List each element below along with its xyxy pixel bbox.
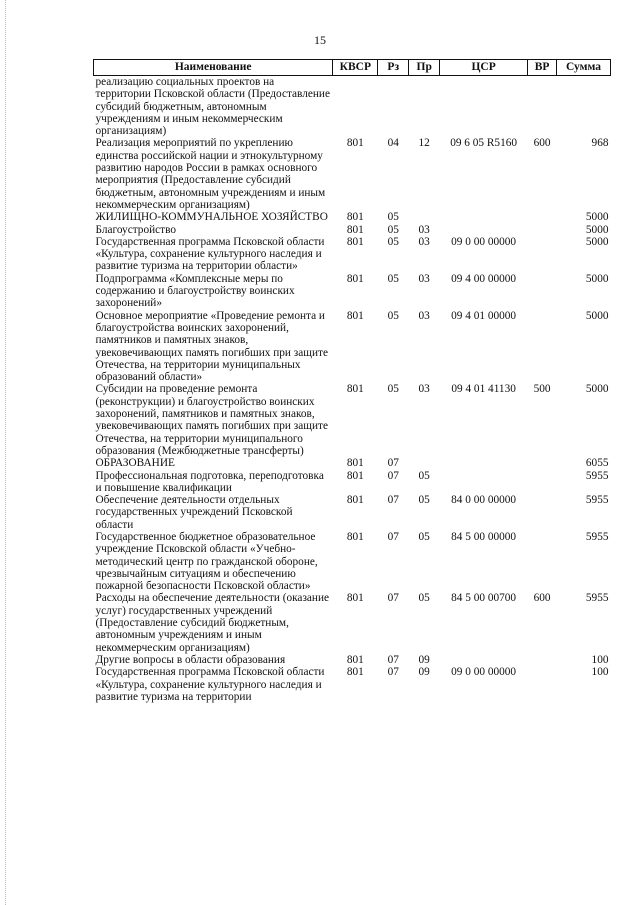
cell-rz: 07 [387,666,399,679]
cell-kvsr: 801 [346,235,364,248]
cell-vr [528,666,557,703]
cell-vr: 600 [533,592,551,605]
cell-rz [378,76,409,138]
cell-csr: 84 5 00 00700 [451,592,517,605]
cell-vr [528,531,557,592]
cell-rz: 05 [387,272,399,285]
cell-csr: 84 0 00 00000 [451,494,517,507]
cell-vr [528,470,557,495]
cell-csr: 09 0 00 00000 [451,235,517,248]
cell-rz: 05 [387,211,399,224]
page-number: 15 [314,33,326,47]
header-kvsr: КВСР [333,60,378,76]
cell-sum: 5955 [585,530,609,543]
cell-name: Государственное бюджетное образовательное учреждение Псковской области «Учебно-методический центр по гражданской обороне, чрезвычайным ситуациям и обеспечению пожарной безопасности Псковской области» [95,530,318,593]
cell-csr [440,457,528,469]
table-row [94,457,611,469]
cell-vr: 500 [533,383,551,396]
cell-sum: 968 [591,137,609,150]
cell-vr [528,654,557,666]
cell-pr [409,211,440,223]
header-vr: ВР [528,60,557,76]
cell-name: Государственная программа Псковской области «Культура, сохранение культурного наследия и развитие туризма на территории области» [95,235,325,273]
cell-pr: 03 [418,309,430,322]
cell-kvsr: 801 [346,494,364,507]
cell-vr [528,494,557,531]
cell-sum: 5955 [585,469,609,482]
cell-sum [557,76,611,138]
cell-rz: 07 [387,592,399,605]
cell-kvsr: 801 [346,666,364,679]
header-csr: ЦСР [440,60,528,76]
table-row [94,470,611,495]
cell-kvsr [333,76,378,138]
cell-name: ЖИЛИЩНО-КОММУНАЛЬНОЕ ХОЗЯЙСТВО [95,211,328,224]
cell-pr [409,457,440,469]
cell-sum: 5955 [585,592,609,605]
cell-rz: 07 [387,457,399,470]
cell-rz: 07 [387,494,399,507]
cell-csr [440,224,528,236]
cell-sum: 5000 [585,235,609,248]
cell-csr: 09 4 01 41130 [451,383,516,396]
table-row [94,383,611,457]
cell-rz: 07 [387,530,399,543]
table-row [94,236,611,273]
cell-kvsr: 801 [346,137,364,150]
cell-sum: 6055 [585,457,609,470]
scan-margin-line [5,0,6,905]
cell-sum: 5000 [585,383,609,396]
table-row [94,211,611,223]
cell-pr [409,76,440,138]
cell-vr [528,76,557,138]
cell-csr: 09 4 00 00000 [451,272,517,285]
cell-sum: 100 [591,666,609,679]
table-header-row [94,60,611,76]
cell-vr [528,457,557,469]
cell-csr [440,76,528,138]
table-row [94,76,611,138]
cell-kvsr: 801 [346,469,364,482]
cell-name: Обеспечение деятельности отдельных государственных учреждений Псковской области [95,494,293,531]
header-pr: Пр [409,60,440,76]
cell-sum: 5000 [585,272,609,285]
table-row [94,592,611,653]
cell-csr: 09 0 00 00000 [451,666,517,679]
cell-vr [528,310,557,384]
cell-kvsr: 801 [346,653,364,666]
cell-rz: 05 [387,309,399,322]
cell-rz: 05 [387,235,399,248]
table-row [94,666,611,703]
cell-pr: 09 [418,666,430,679]
cell-name: Реализация мероприятий по укреплению единства российской нации и этнокультурному развитию народов России в рамках основного мероприятия (Предоставление субсидий бюджетным, автономным учреждениям и иным некоммерческим организациям) [95,137,326,211]
table-row [94,310,611,384]
cell-csr [440,211,528,223]
cell-pr: 05 [418,530,430,543]
cell-rz: 05 [387,223,399,236]
cell-rz: 05 [387,383,399,396]
cell-sum: 5000 [585,211,609,224]
cell-name: Расходы на обеспечение деятельности (оказание услуг) государственных учреждений (Предоставление субсидий бюджетным, автономным учреждениям и иным некоммерческим организациям) [95,592,330,654]
cell-name: Другие вопросы в области образования [95,653,286,666]
cell-vr [528,236,557,273]
cell-pr: 03 [418,235,430,248]
cell-kvsr: 801 [346,211,364,224]
cell-csr [440,654,528,666]
table-row [94,654,611,666]
cell-pr: 03 [418,223,430,236]
cell-kvsr: 801 [346,272,364,285]
cell-name: Основное мероприятие «Проведение ремонта и благоустройства воинских захоронений, памятников и памятных знаков, увековечивающих память погибших при защите Отечества, на территории муниципальных образований области» [95,309,328,384]
cell-name: Субсидии на проведение ремонта (реконструкции) и благоустройство воинских захоронений, памятников и памятных знаков, увековечивающих память погибших при защите Отечества, на территории муниципального образования (Межбюджетные трансферты) [95,383,328,457]
table-row [94,224,611,236]
cell-vr [528,224,557,236]
cell-rz: 04 [387,137,399,150]
cell-csr: 09 6 05 R5160 [450,137,518,150]
cell-kvsr: 801 [346,309,364,322]
table-row [94,531,611,592]
cell-name: Государственная программа Псковской области «Культура, сохранение культурного наследия и развитие туризма на территории [95,666,325,703]
table-row [94,137,611,211]
cell-vr [528,273,557,310]
budget-table [93,59,611,703]
cell-kvsr: 801 [346,223,364,236]
cell-pr: 12 [418,137,430,150]
cell-name: Благоустройство [95,223,176,236]
header-name: Наименование [94,60,333,76]
cell-pr: 05 [418,469,430,482]
cell-rz: 07 [387,469,399,482]
cell-csr: 09 4 01 00000 [451,309,517,322]
cell-kvsr: 801 [346,457,364,470]
table-row [94,273,611,310]
cell-name: Подпрограмма «Комплексные меры по содержанию и благоустройству воинских захоронений» [95,272,295,310]
cell-kvsr: 801 [346,530,364,543]
cell-vr [528,211,557,223]
cell-sum: 5000 [585,223,609,236]
cell-pr: 03 [418,383,430,396]
cell-sum: 100 [591,653,609,666]
cell-name: реализацию социальных проектов на территории Псковской области (Предоставление субсидий бюджетным, автономным учреждениям и иным некоммерческим организациям) [95,76,330,138]
header-rz: Рз [378,60,409,76]
cell-pr: 09 [418,653,430,666]
cell-pr: 05 [418,592,430,605]
cell-csr: 84 5 00 00000 [451,530,517,543]
cell-kvsr: 801 [346,383,364,396]
cell-vr: 600 [533,137,551,150]
cell-csr [440,470,528,495]
cell-sum: 5000 [585,309,609,322]
cell-name: Профессиональная подготовка, переподготовка и повышение квалификации [95,469,324,494]
header-sum: Сумма [557,60,611,76]
cell-name: ОБРАЗОВАНИЕ [95,457,175,470]
cell-rz: 07 [387,653,399,666]
cell-kvsr: 801 [346,592,364,605]
table-row [94,494,611,531]
cell-sum: 5955 [585,494,609,507]
cell-pr: 03 [418,272,430,285]
cell-pr: 05 [418,494,430,507]
